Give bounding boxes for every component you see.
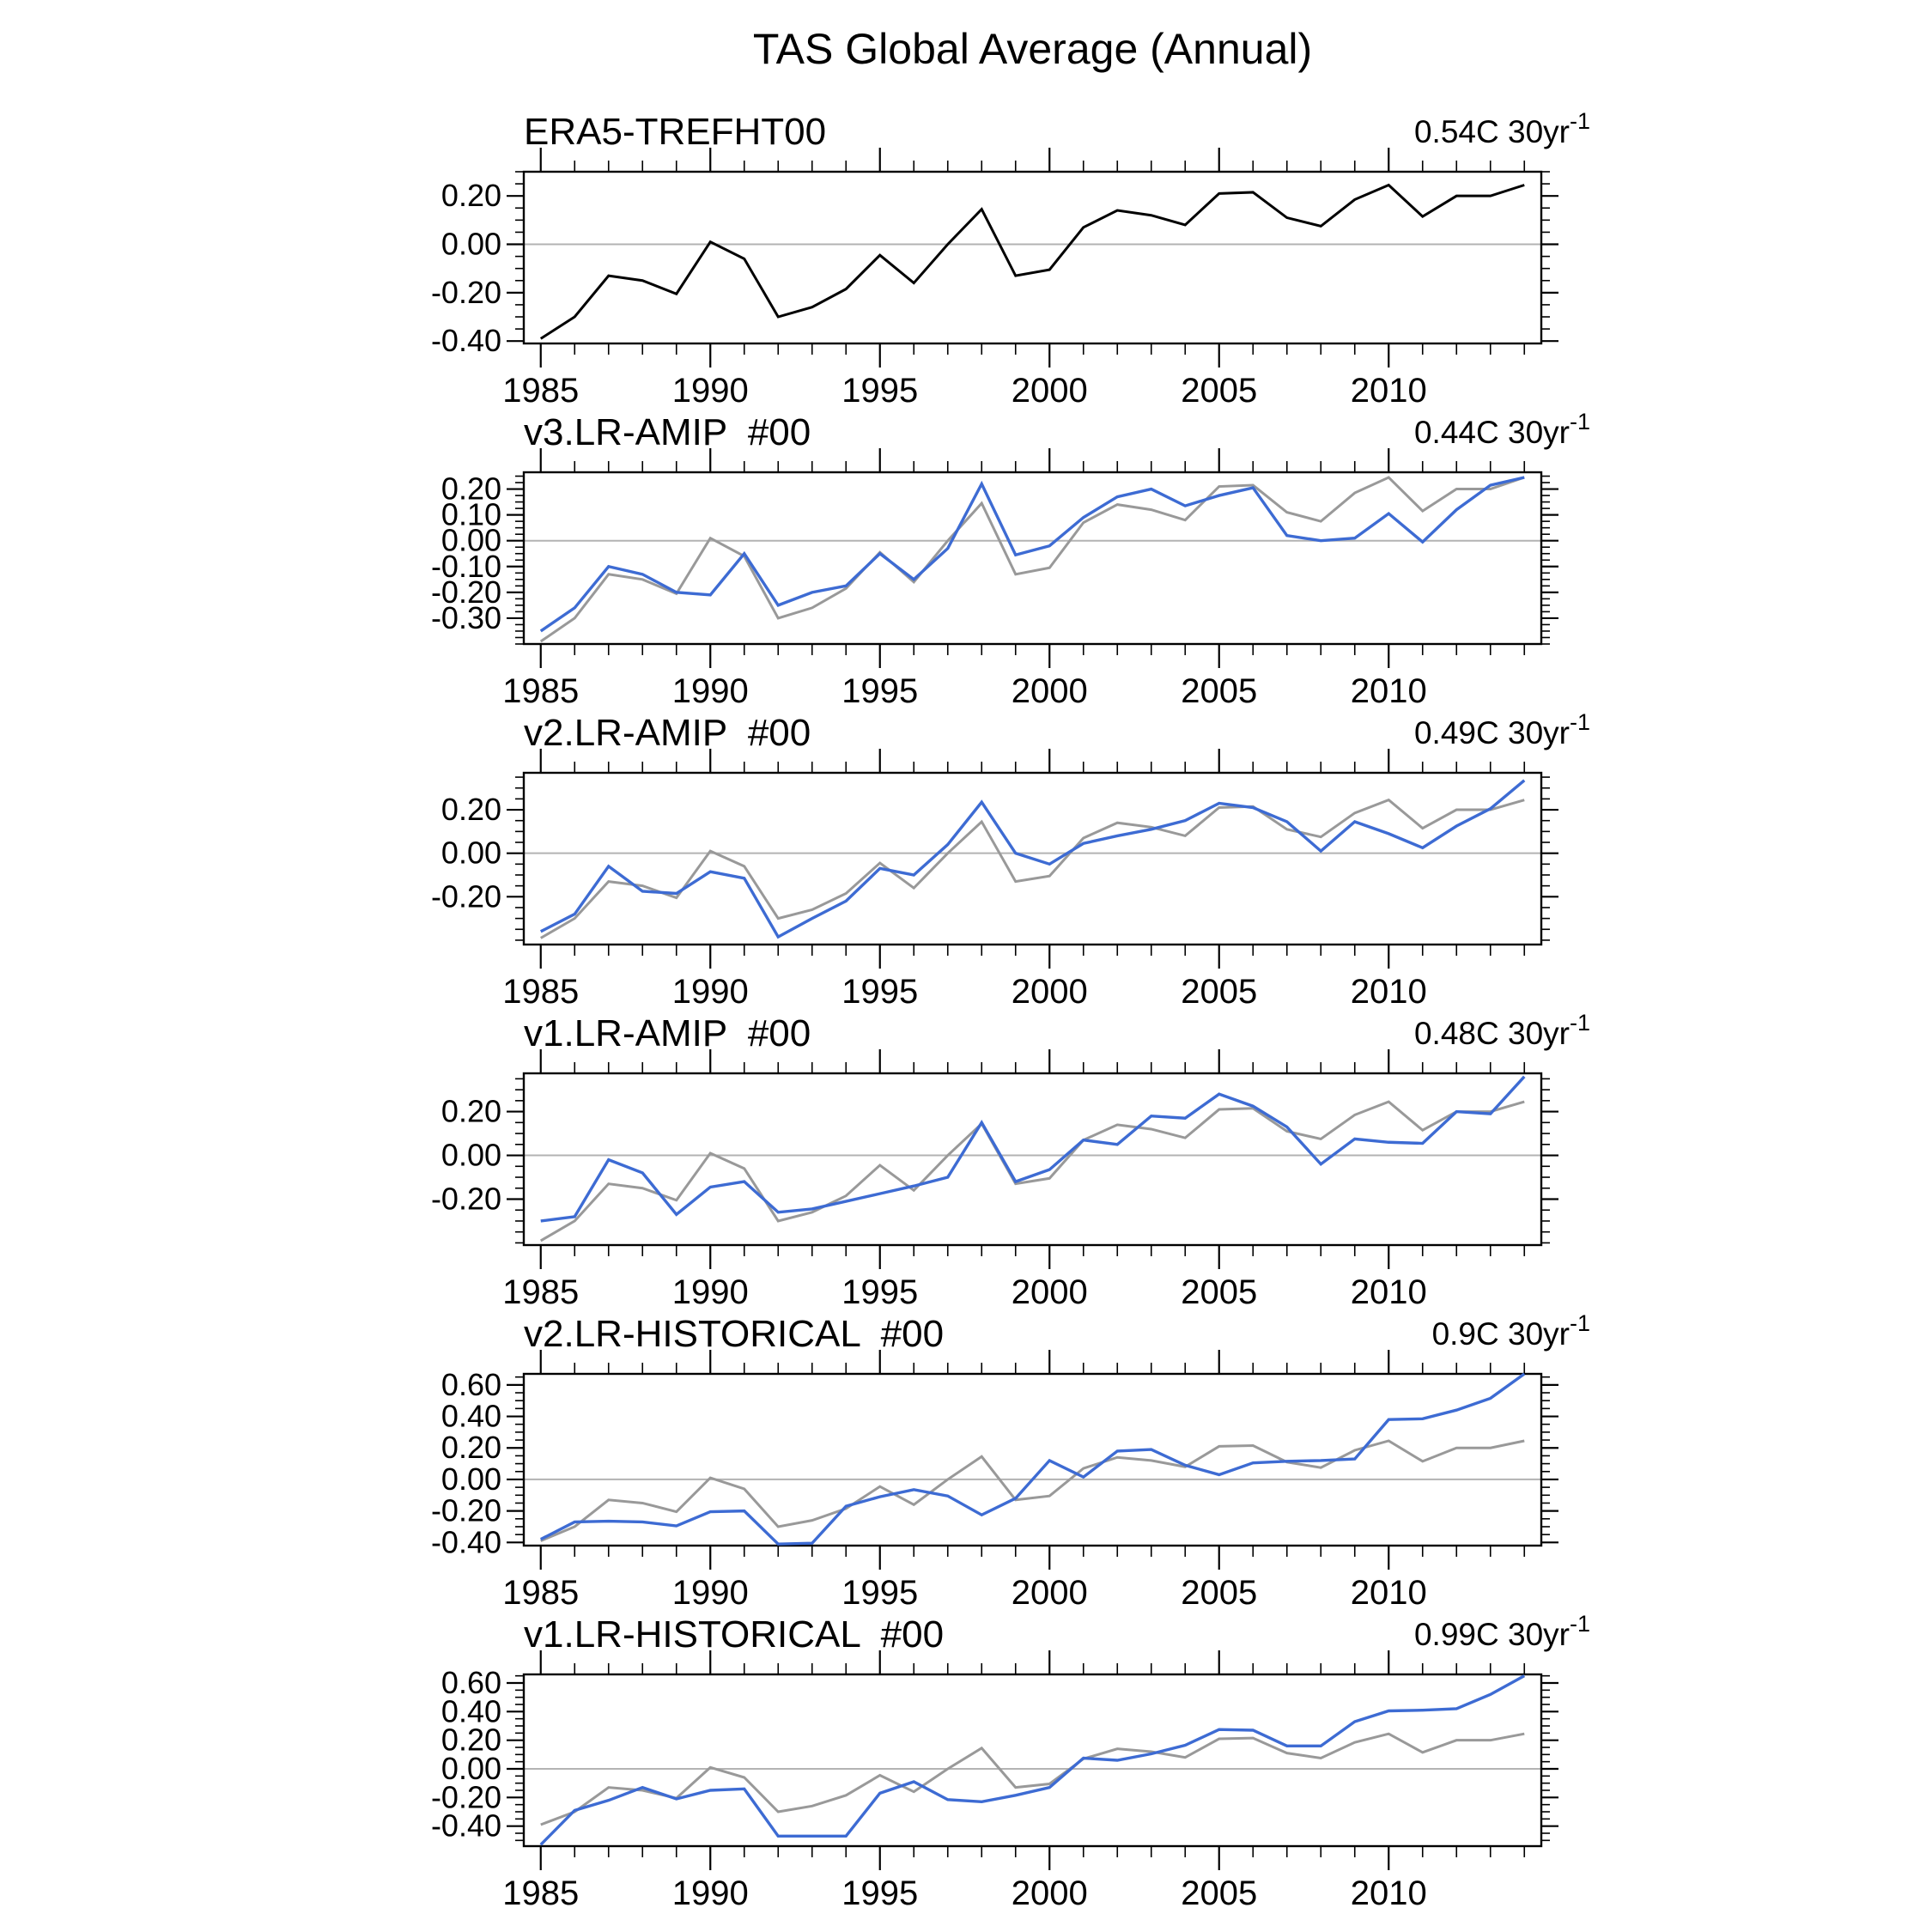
trend-exponent: -1 bbox=[1569, 409, 1590, 434]
svg-text:2010: 2010 bbox=[1350, 1273, 1427, 1307]
series-line-era5-reference bbox=[541, 800, 1525, 939]
y-tick-labels bbox=[431, 178, 501, 358]
svg-text:2010: 2010 bbox=[1350, 372, 1427, 405]
svg-text:1995: 1995 bbox=[841, 1273, 919, 1307]
svg-text:0.10: 0.10 bbox=[440, 496, 501, 532]
svg-text:2010: 2010 bbox=[1350, 1874, 1427, 1908]
svg-text:0.00: 0.00 bbox=[440, 1137, 501, 1173]
svg-text:0.20: 0.20 bbox=[440, 1722, 501, 1758]
trend-value: 0.49C 30yr bbox=[1413, 715, 1570, 750]
panel-era5-trefht00 bbox=[0, 105, 1932, 405]
trend-annotation bbox=[1414, 1611, 1590, 1652]
series-line-era5-reference bbox=[541, 477, 1525, 641]
x-axis-ticks bbox=[541, 1049, 1525, 1269]
panel-title: ERA5-TREFHT00 bbox=[524, 111, 827, 153]
svg-text:2005: 2005 bbox=[1181, 672, 1258, 706]
svg-text:2000: 2000 bbox=[1011, 672, 1088, 706]
x-tick-labels bbox=[502, 372, 1426, 405]
trend-annotation bbox=[1414, 709, 1590, 750]
svg-text:0.00: 0.00 bbox=[440, 522, 501, 558]
y-tick-labels bbox=[431, 792, 501, 914]
x-axis-ticks bbox=[541, 148, 1525, 368]
svg-text:1990: 1990 bbox=[671, 973, 749, 1006]
panel-title: v2.LR-AMIP #00 bbox=[524, 712, 811, 754]
svg-text:2005: 2005 bbox=[1181, 1273, 1258, 1307]
panel-title: v1.LR-HISTORICAL #00 bbox=[524, 1613, 945, 1656]
trend-value: 0.44C 30yr bbox=[1413, 415, 1570, 450]
y-axis-ticks bbox=[507, 1078, 1558, 1242]
svg-text:0.20: 0.20 bbox=[440, 1430, 501, 1466]
era5-trefht00-chart bbox=[0, 105, 1932, 405]
v1-lr-amip-00-chart bbox=[0, 1006, 1932, 1307]
plot-area bbox=[431, 1650, 1558, 1908]
svg-text:-0.40: -0.40 bbox=[430, 1807, 501, 1844]
plot-area bbox=[431, 448, 1558, 706]
series-line-v3-lr-amip-00 bbox=[541, 477, 1525, 631]
trend-annotation bbox=[1432, 1310, 1590, 1352]
series-line-era5-reference bbox=[541, 1734, 1525, 1825]
svg-text:-0.10: -0.10 bbox=[430, 548, 501, 584]
svg-text:1990: 1990 bbox=[671, 372, 749, 405]
trend-annotation bbox=[1414, 1010, 1590, 1051]
trend-value: 0.99C 30yr bbox=[1413, 1617, 1570, 1652]
panel-v1-lr-amip-00 bbox=[0, 1006, 1932, 1307]
plot-border bbox=[524, 1073, 1541, 1245]
x-tick-labels bbox=[502, 1273, 1426, 1307]
y-tick-labels bbox=[431, 471, 501, 635]
trend-value: 0.48C 30yr bbox=[1413, 1016, 1570, 1051]
svg-text:1985: 1985 bbox=[502, 1874, 580, 1908]
svg-text:2000: 2000 bbox=[1011, 1273, 1088, 1307]
svg-text:1995: 1995 bbox=[841, 973, 919, 1006]
svg-text:1990: 1990 bbox=[671, 1874, 749, 1908]
plot-border bbox=[524, 1674, 1541, 1846]
svg-text:0.20: 0.20 bbox=[440, 471, 501, 507]
x-tick-labels bbox=[502, 973, 1426, 1006]
svg-text:0.00: 0.00 bbox=[440, 226, 501, 262]
svg-text:0.20: 0.20 bbox=[440, 1093, 501, 1129]
svg-text:1985: 1985 bbox=[502, 973, 580, 1006]
trend-value: 0.9C 30yr bbox=[1431, 1316, 1570, 1352]
panel-v3-lr-amip-00 bbox=[0, 405, 1932, 706]
trend-exponent: -1 bbox=[1569, 1611, 1590, 1637]
x-axis-ticks bbox=[541, 448, 1525, 668]
svg-text:2000: 2000 bbox=[1011, 973, 1088, 1006]
svg-text:1995: 1995 bbox=[841, 672, 919, 706]
trend-exponent: -1 bbox=[1569, 1010, 1590, 1036]
plot-area bbox=[431, 749, 1558, 1006]
x-axis-ticks bbox=[541, 1350, 1525, 1570]
svg-text:2005: 2005 bbox=[1181, 973, 1258, 1006]
svg-text:1985: 1985 bbox=[502, 1273, 580, 1307]
svg-text:0.00: 0.00 bbox=[440, 835, 501, 871]
trend-annotation bbox=[1414, 409, 1590, 450]
svg-text:1995: 1995 bbox=[841, 1574, 919, 1607]
v2-lr-amip-00-chart bbox=[0, 706, 1932, 1006]
y-tick-labels bbox=[431, 1665, 501, 1844]
trend-exponent: -1 bbox=[1569, 709, 1590, 735]
svg-text:1990: 1990 bbox=[671, 1574, 749, 1607]
trend-exponent: -1 bbox=[1569, 108, 1590, 134]
series-line-v1-lr-amip-00 bbox=[541, 1077, 1525, 1221]
svg-text:-0.20: -0.20 bbox=[430, 878, 501, 914]
svg-text:1990: 1990 bbox=[671, 672, 749, 706]
x-axis-ticks bbox=[541, 1650, 1525, 1870]
svg-text:-0.20: -0.20 bbox=[430, 274, 501, 310]
v2-lr-historical-00-chart bbox=[0, 1307, 1932, 1607]
svg-text:-0.40: -0.40 bbox=[430, 323, 501, 359]
svg-text:1985: 1985 bbox=[502, 372, 580, 405]
series-line-v1-lr-historical-00 bbox=[541, 1676, 1525, 1845]
y-tick-labels bbox=[431, 1094, 501, 1217]
svg-text:2000: 2000 bbox=[1011, 1874, 1088, 1908]
panel-v1-lr-historical-00 bbox=[0, 1607, 1932, 1908]
y-axis-ticks bbox=[507, 1676, 1558, 1841]
panel-v2-lr-amip-00 bbox=[0, 706, 1932, 1006]
svg-text:0.40: 0.40 bbox=[440, 1398, 501, 1434]
plot-border bbox=[524, 172, 1541, 343]
svg-text:0.20: 0.20 bbox=[440, 178, 501, 214]
trend-exponent: -1 bbox=[1569, 1310, 1590, 1336]
series-line-v2-lr-historical-00 bbox=[541, 1374, 1525, 1544]
svg-text:-0.20: -0.20 bbox=[430, 1181, 501, 1217]
plot-area bbox=[431, 148, 1558, 405]
y-tick-labels bbox=[431, 1367, 501, 1559]
panel-v2-lr-historical-00 bbox=[0, 1307, 1932, 1607]
panel-title: v1.LR-AMIP #00 bbox=[524, 1012, 811, 1054]
svg-text:-0.20: -0.20 bbox=[430, 1779, 501, 1815]
trend-value: 0.54C 30yr bbox=[1413, 114, 1570, 149]
y-axis-ticks bbox=[507, 477, 1558, 644]
page-title: TAS Global Average (Annual) bbox=[752, 25, 1313, 73]
svg-text:0.40: 0.40 bbox=[440, 1693, 501, 1729]
series-line-era5-reference bbox=[541, 1102, 1525, 1241]
svg-text:0.60: 0.60 bbox=[440, 1665, 501, 1700]
svg-text:0.00: 0.00 bbox=[440, 1751, 501, 1786]
series-line-era5-trefht00 bbox=[541, 185, 1525, 338]
svg-text:2005: 2005 bbox=[1181, 1874, 1258, 1908]
x-tick-labels bbox=[502, 1574, 1426, 1607]
svg-text:0.20: 0.20 bbox=[440, 792, 501, 828]
svg-text:2010: 2010 bbox=[1350, 672, 1427, 706]
svg-text:2000: 2000 bbox=[1011, 1574, 1088, 1607]
svg-text:-0.40: -0.40 bbox=[430, 1524, 501, 1560]
svg-text:1985: 1985 bbox=[502, 1574, 580, 1607]
svg-text:-0.20: -0.20 bbox=[430, 574, 501, 610]
svg-text:1985: 1985 bbox=[502, 672, 580, 706]
x-tick-labels bbox=[502, 672, 1426, 706]
series-line-era5-reference bbox=[541, 1441, 1525, 1541]
trend-annotation bbox=[1414, 108, 1590, 149]
v1-lr-historical-00-chart bbox=[0, 1607, 1932, 1908]
svg-text:2005: 2005 bbox=[1181, 1574, 1258, 1607]
svg-text:-0.30: -0.30 bbox=[430, 599, 501, 635]
svg-text:0.60: 0.60 bbox=[440, 1366, 501, 1402]
plot-area bbox=[431, 1350, 1558, 1607]
panel-title: v3.LR-AMIP #00 bbox=[524, 411, 811, 453]
plot-area bbox=[431, 1049, 1558, 1307]
v3-lr-amip-00-chart bbox=[0, 405, 1932, 706]
svg-text:2000: 2000 bbox=[1011, 372, 1088, 405]
svg-text:0.00: 0.00 bbox=[440, 1461, 501, 1497]
svg-text:2010: 2010 bbox=[1350, 1574, 1427, 1607]
svg-text:1990: 1990 bbox=[671, 1273, 749, 1307]
x-tick-labels bbox=[502, 1874, 1426, 1908]
svg-text:2010: 2010 bbox=[1350, 973, 1427, 1006]
plot-border bbox=[524, 1374, 1541, 1546]
plot-border bbox=[524, 472, 1541, 644]
y-axis-ticks bbox=[507, 1377, 1558, 1543]
svg-text:-0.20: -0.20 bbox=[430, 1492, 501, 1528]
panel-title: v2.LR-HISTORICAL #00 bbox=[524, 1313, 945, 1355]
svg-text:2005: 2005 bbox=[1181, 372, 1258, 405]
svg-text:1995: 1995 bbox=[841, 1874, 919, 1908]
svg-text:1995: 1995 bbox=[841, 372, 919, 405]
